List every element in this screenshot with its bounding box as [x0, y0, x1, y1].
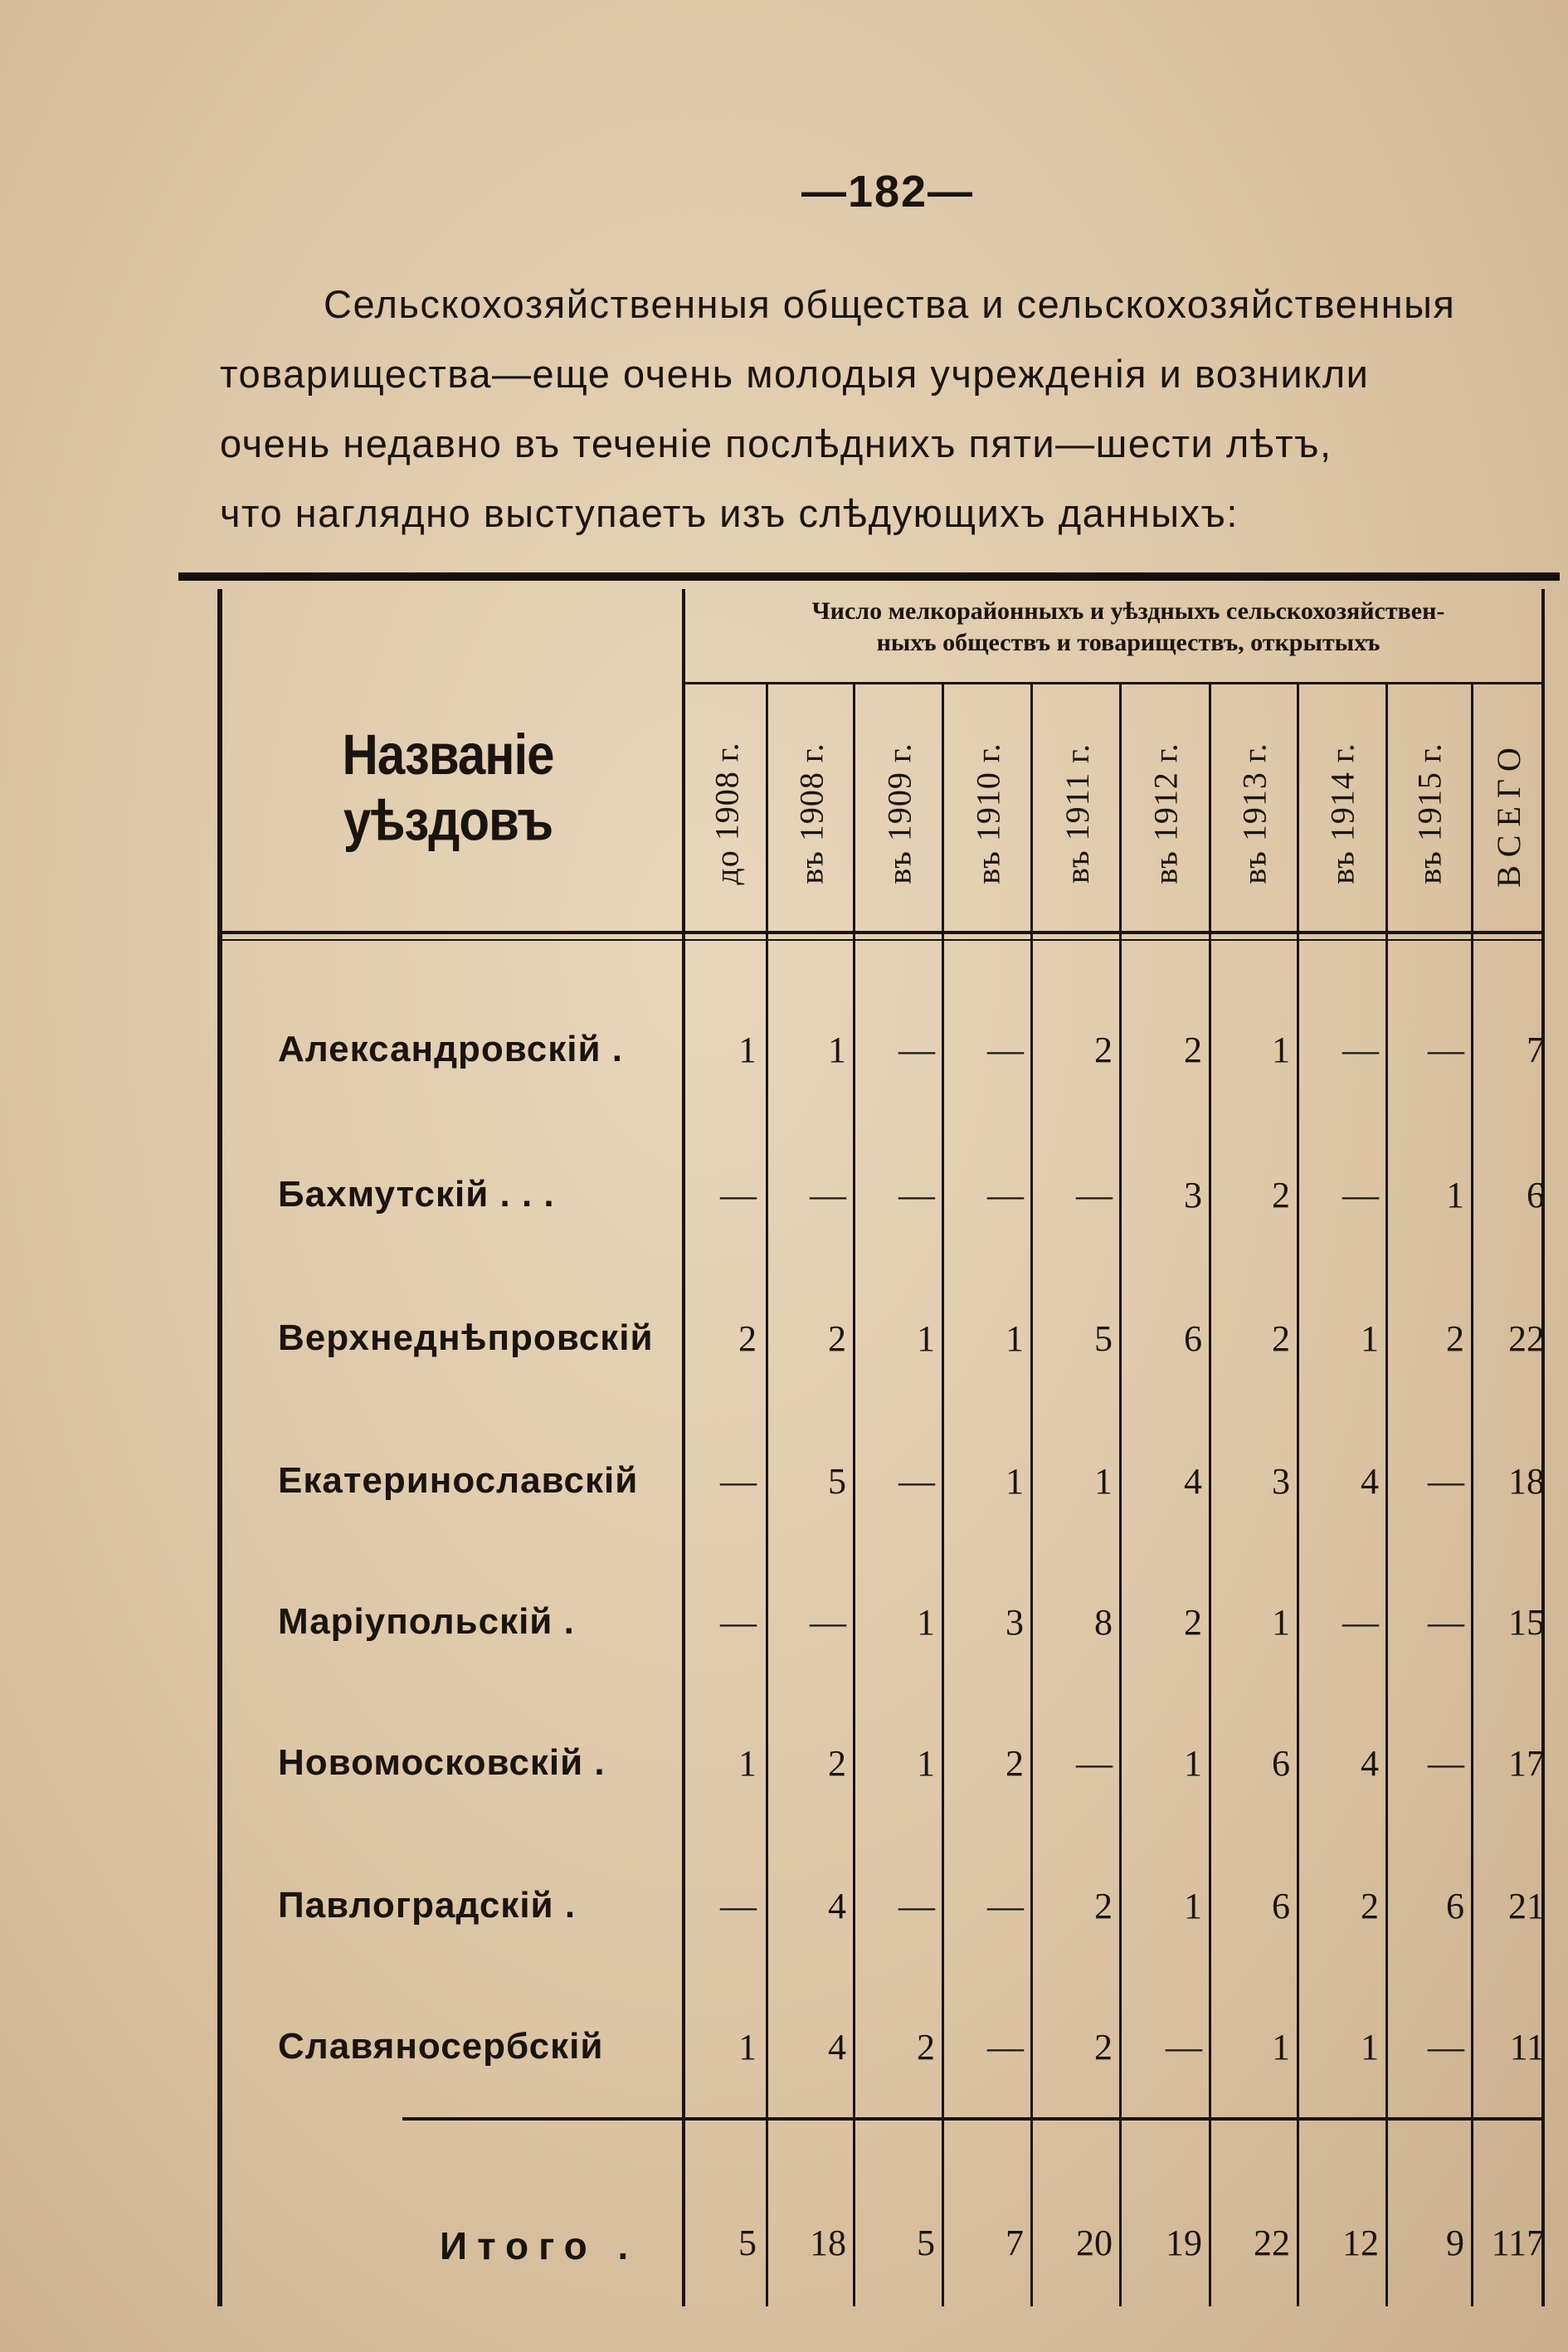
group-header [713, 596, 1543, 659]
table-cell: 2 [1272, 1318, 1290, 1359]
table-cell: 2 [1094, 2027, 1113, 2067]
intro-line: Сельскохозяйственныя общества и сельскохозяйственныя [324, 282, 1456, 326]
table-cell: 1 [1272, 2027, 1290, 2067]
total-label: Итого . [440, 2224, 639, 2267]
table-cell: 21 [1508, 1886, 1545, 1926]
table-cell: 1 [1361, 1318, 1379, 1359]
table-cell: 7 [1527, 1030, 1545, 1070]
table-cell: 6 [1272, 1886, 1290, 1926]
total-cell: 5 [738, 2223, 757, 2263]
table-cell: 2 [828, 1743, 846, 1784]
district-name: Екатеринославскій [278, 1460, 639, 1501]
table-cell: — [987, 1175, 1024, 1215]
table-cell: 1 [738, 1743, 757, 1784]
district-name: Маріупольскій . [278, 1601, 575, 1642]
table-cell: 3 [1006, 1602, 1024, 1643]
total-cell: 7 [1006, 2223, 1024, 2263]
column-divider [942, 684, 944, 2306]
table-cell: — [810, 1602, 846, 1643]
year-column-header: въ 1909 г. [880, 742, 918, 884]
column-divider [1030, 684, 1033, 2306]
header-bottom-rule [220, 931, 1543, 934]
total-rule [402, 2117, 1543, 2121]
table-cell: — [898, 1175, 935, 1215]
district-name: Александровскій . [278, 1029, 623, 1069]
table-cell: 1 [917, 1602, 935, 1643]
table-cell: 1 [1006, 1318, 1024, 1359]
group-header-line: Число мелкорайонныхъ и уѣздныхъ сельскохозяйствен- [811, 597, 1445, 625]
table-cell: 18 [1508, 1461, 1545, 1502]
table-cell: 11 [1509, 2027, 1545, 2067]
table-cell: — [898, 1886, 935, 1926]
table-cell: 4 [828, 1886, 846, 1926]
total-cell: 18 [810, 2223, 846, 2263]
year-column-header: въ 1911 г. [1058, 743, 1096, 884]
total-cell: 22 [1254, 2223, 1290, 2263]
table-cell: 2 [1094, 1886, 1113, 1926]
page-number: —182— [801, 167, 975, 217]
table-cell: 17 [1508, 1743, 1545, 1784]
column-divider [853, 684, 855, 2306]
table-cell: — [1076, 1175, 1113, 1215]
table-cell: — [810, 1175, 846, 1215]
column-divider [766, 684, 768, 2306]
year-column-header: въ 1910 г. [969, 742, 1007, 884]
district-name: Славяносербскій [278, 2026, 604, 2067]
intro-line: товарищества—еще очень молодыя учрежденія и возникли [220, 352, 1370, 396]
table-cell: 8 [1094, 1602, 1113, 1643]
table-cell: 1 [917, 1318, 935, 1359]
table-cell: 3 [1272, 1461, 1290, 1502]
table-cell: — [1342, 1602, 1379, 1643]
table-cell: 1 [1272, 1602, 1290, 1643]
table-cell: 2 [1272, 1175, 1290, 1215]
table-cell: — [1428, 2027, 1464, 2067]
table-cell: 2 [1184, 1030, 1202, 1070]
table-cell: — [1428, 1743, 1464, 1784]
table-cell: 2 [1006, 1743, 1024, 1784]
district-name: Верхнеднѣпровскій [278, 1317, 654, 1358]
intro-line: очень недавно въ теченіе послѣднихъ пяти—шести лѣтъ, [220, 421, 1332, 465]
group-header-rule [684, 682, 1543, 684]
total-cell: 19 [1166, 2223, 1202, 2263]
table-cell: — [987, 1886, 1024, 1926]
group-header-line: ныхъ обществъ и товариществъ, открытыхъ [876, 629, 1381, 656]
year-column-header: до 1908 г. [708, 741, 746, 885]
table-cell: — [720, 1461, 757, 1502]
district-column-header: Названіе уѣздовъ [342, 722, 554, 853]
table-cell: 2 [738, 1318, 757, 1359]
total-cell: 117 [1491, 2223, 1545, 2263]
year-column-header: въ 1912 г. [1147, 742, 1185, 884]
table-cell: 1 [1272, 1030, 1290, 1070]
district-name: Павлоградскій . [278, 1885, 577, 1926]
table-cell: — [1428, 1461, 1464, 1502]
table-cell: 3 [1184, 1175, 1202, 1215]
table-cell: 4 [1184, 1461, 1202, 1502]
table-cell: 4 [828, 2027, 846, 2067]
table-cell: 2 [1361, 1886, 1379, 1926]
table-cell: — [987, 2027, 1024, 2067]
total-cell: 12 [1342, 2223, 1379, 2263]
table-cell: — [720, 1602, 757, 1643]
table-cell: 2 [1446, 1318, 1464, 1359]
column-divider [1385, 684, 1388, 2306]
table-cell: 1 [1094, 1461, 1113, 1502]
intro-line: что наглядно выступаетъ изъ слѣдующихъ данныхъ: [220, 491, 1239, 535]
table-cell: 1 [738, 1030, 757, 1070]
column-divider [1119, 684, 1122, 2306]
table-left-border [217, 589, 222, 2306]
year-column-header: въ 1914 г. [1323, 742, 1361, 884]
table-cell: — [720, 1886, 757, 1926]
column-divider [1297, 684, 1299, 2306]
header-bottom-rule-2 [220, 939, 1543, 941]
table-cell: 15 [1508, 1602, 1545, 1643]
table-cell: 22 [1508, 1318, 1545, 1359]
table-cell: 1 [917, 1743, 935, 1784]
column-divider [1209, 684, 1211, 2306]
district-name: Новомосковскій . [278, 1742, 606, 1783]
table-cell: — [1342, 1175, 1379, 1215]
district-name: Бахмутскій . . . [278, 1174, 555, 1215]
intro-paragraph [220, 270, 1531, 548]
table-cell: 1 [1006, 1461, 1024, 1502]
table-cell: 1 [1184, 1886, 1202, 1926]
table-cell: — [1076, 1743, 1113, 1784]
year-column-header: въ 1915 г. [1410, 742, 1449, 884]
table-cell: 4 [1361, 1743, 1379, 1784]
table-cell: 1 [1446, 1175, 1464, 1215]
total-column-header: ВСЕГО [1489, 738, 1527, 888]
table-cell: 1 [738, 2027, 757, 2067]
year-column-header: въ 1913 г. [1235, 742, 1273, 884]
table-cell: 1 [1361, 2027, 1379, 2067]
table-top-rule [178, 572, 1560, 581]
table-cell: 1 [1184, 1743, 1202, 1784]
year-column-header: въ 1908 г. [792, 742, 830, 884]
table-cell: — [987, 1030, 1024, 1070]
table-cell: 2 [1094, 1030, 1113, 1070]
table-cell: 6 [1527, 1175, 1545, 1215]
table-cell: — [1342, 1030, 1379, 1070]
table-cell: — [898, 1461, 935, 1502]
table-cell: — [1428, 1030, 1464, 1070]
table-cell: 2 [828, 1318, 846, 1359]
table-cell: 2 [917, 2027, 935, 2067]
table-cell: 2 [1184, 1602, 1202, 1643]
table-cell: — [720, 1175, 757, 1215]
table-cell: — [1428, 1602, 1464, 1643]
table-cell: 1 [828, 1030, 846, 1070]
total-cell: 9 [1446, 2223, 1464, 2263]
table-cell: — [1166, 2027, 1202, 2067]
table-cell: 5 [1094, 1318, 1113, 1359]
table-cell: 6 [1446, 1886, 1464, 1926]
table-cell: 6 [1272, 1743, 1290, 1784]
total-cell: 20 [1076, 2223, 1113, 2263]
table-cell: 6 [1184, 1318, 1202, 1359]
total-cell: 5 [917, 2223, 935, 2263]
table-cell: 4 [1361, 1461, 1379, 1502]
table-cell: 5 [828, 1461, 846, 1502]
table-cell: — [898, 1030, 935, 1070]
